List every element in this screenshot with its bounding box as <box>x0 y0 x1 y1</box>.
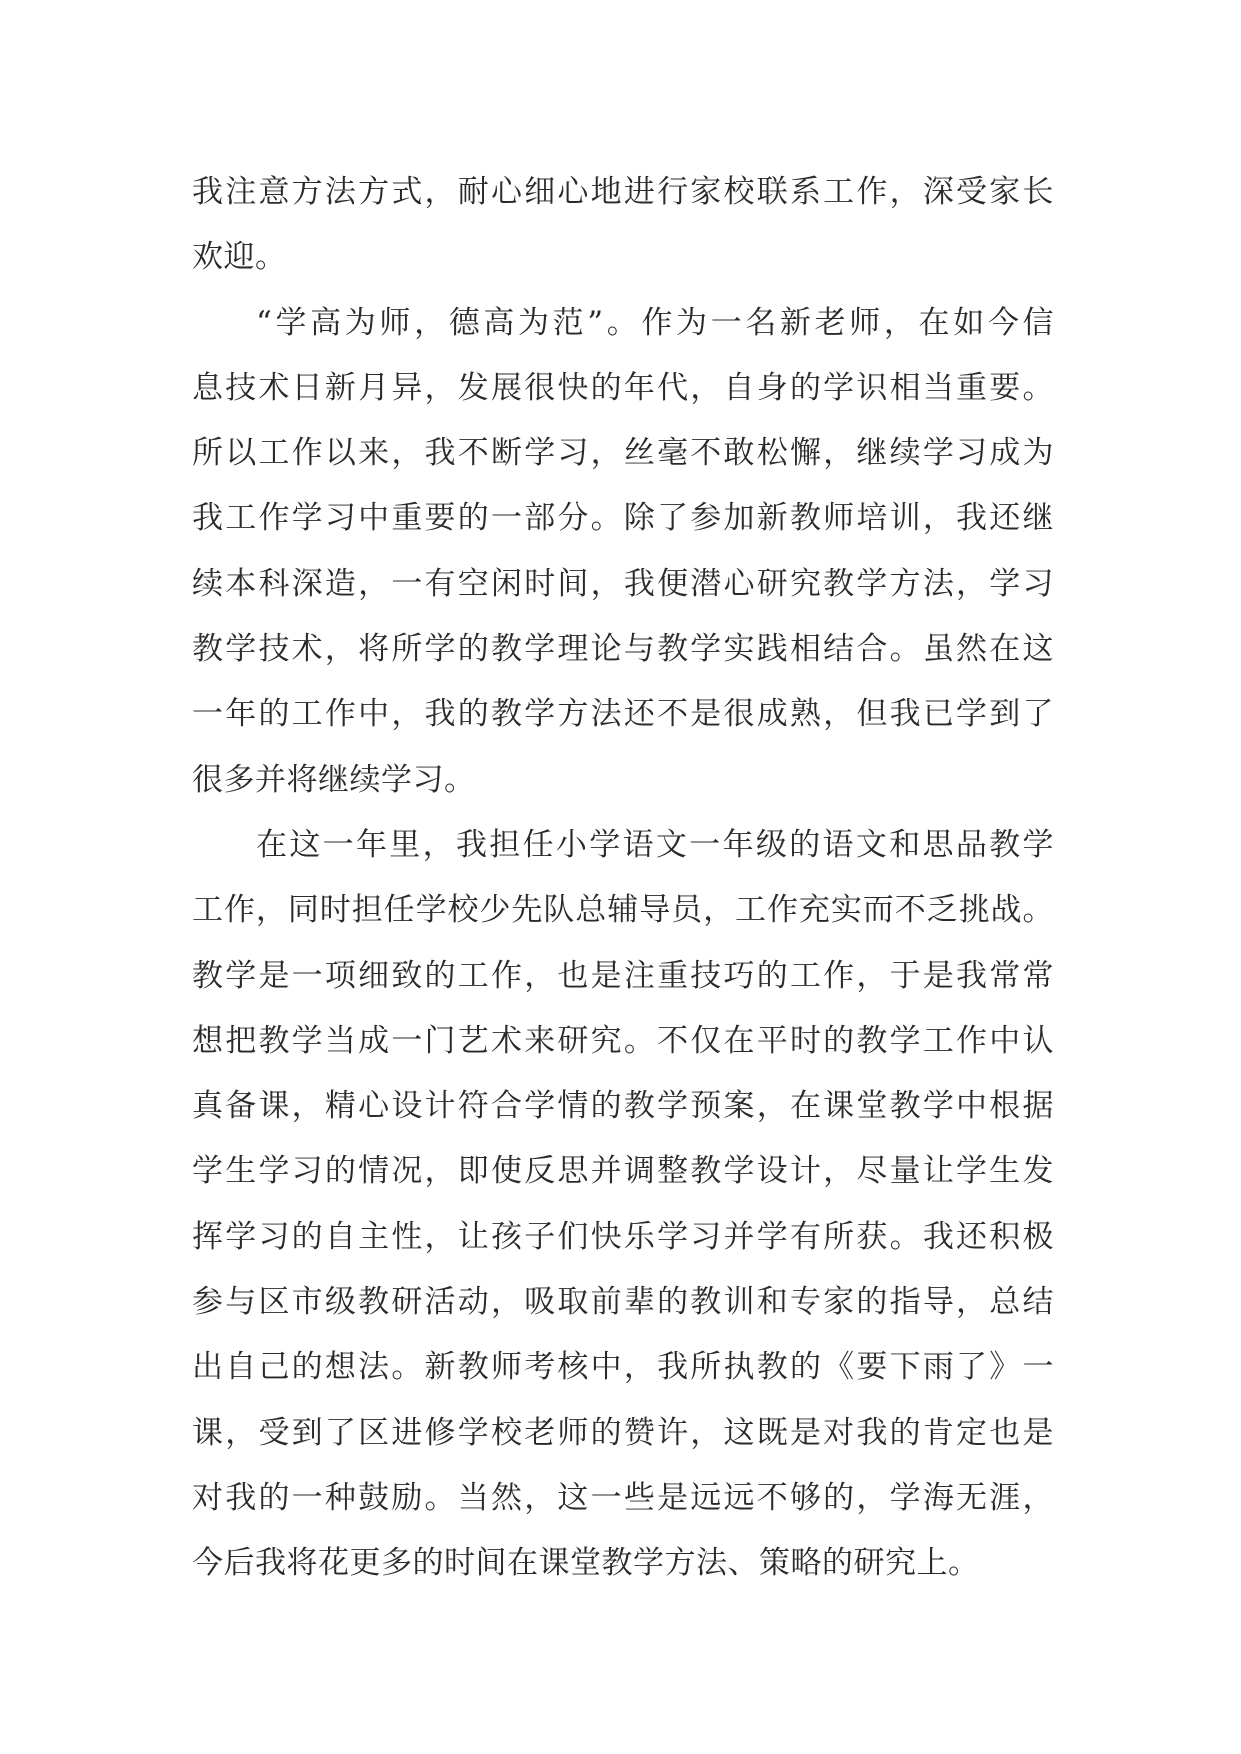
paragraph-line: 息技术日新月异，发展很快的年代，自身的学识相当重要。 <box>192 369 1054 406</box>
paragraph-1 <box>192 160 1054 291</box>
paragraph-line: 真备课，精心设计符合学情的教学预案，在课堂教学中根据 <box>192 1088 1054 1125</box>
paragraph-line: 续本科深造，一有空闲时间，我便潜心研究教学方法，学习 <box>192 565 1054 602</box>
paragraph-line: 参与区市级教研活动，吸取前辈的教训和专家的指导，总结 <box>192 1284 1054 1321</box>
paragraph-line: 出自己的想法。新教师考核中，我所执教的《要下雨了》一 <box>192 1349 1054 1386</box>
paragraph-line: 今后我将花更多的时间在课堂教学方法、策略的研究上。 <box>192 1545 980 1582</box>
paragraph-line: 工作，同时担任学校少先队总辅导员，工作充实而不乏挑战。 <box>192 892 1054 929</box>
paragraph-3 <box>192 813 1054 1597</box>
document-body <box>192 160 1054 1597</box>
paragraph-line: 学生学习的情况，即使反思并调整教学设计，尽量让学生发 <box>192 1153 1054 1190</box>
paragraph-line: 欢迎。 <box>192 239 287 276</box>
paragraph-2 <box>192 291 1054 813</box>
paragraph-line: 我工作学习中重要的一部分。除了参加新教师培训，我还继 <box>192 500 1054 537</box>
paragraph-line: 在这一年里，我担任小学语文一年级的语文和思品教学 <box>256 826 1054 863</box>
paragraph-line: “学高为师，德高为范”。作为一名新老师，在如今信 <box>256 304 1054 341</box>
paragraph-line: 课，受到了区进修学校老师的赞许，这既是对我的肯定也是 <box>192 1414 1054 1451</box>
paragraph-line: 对我的一种鼓励。当然，这一些是远远不够的，学海无涯， <box>192 1479 1054 1516</box>
paragraph-line: 很多并将继续学习。 <box>192 761 476 798</box>
paragraph-line: 教学技术，将所学的教学理论与教学实践相结合。虽然在这 <box>192 631 1054 668</box>
paragraph-line: 一年的工作中，我的教学方法还不是很成熟，但我已学到了 <box>192 696 1054 733</box>
paragraph-line: 挥学习的自主性，让孩子们快乐学习并学有所获。我还积极 <box>192 1218 1054 1255</box>
paragraph-line: 所以工作以来，我不断学习，丝毫不敢松懈，继续学习成为 <box>192 435 1054 472</box>
paragraph-line: 教学是一项细致的工作，也是注重技巧的工作，于是我常常 <box>192 957 1054 994</box>
paragraph-line: 想把教学当成一门艺术来研究。不仅在平时的教学工作中认 <box>192 1022 1054 1059</box>
paragraph-line: 我注意方法方式，耐心细心地进行家校联系工作，深受家长 <box>192 174 1054 210</box>
